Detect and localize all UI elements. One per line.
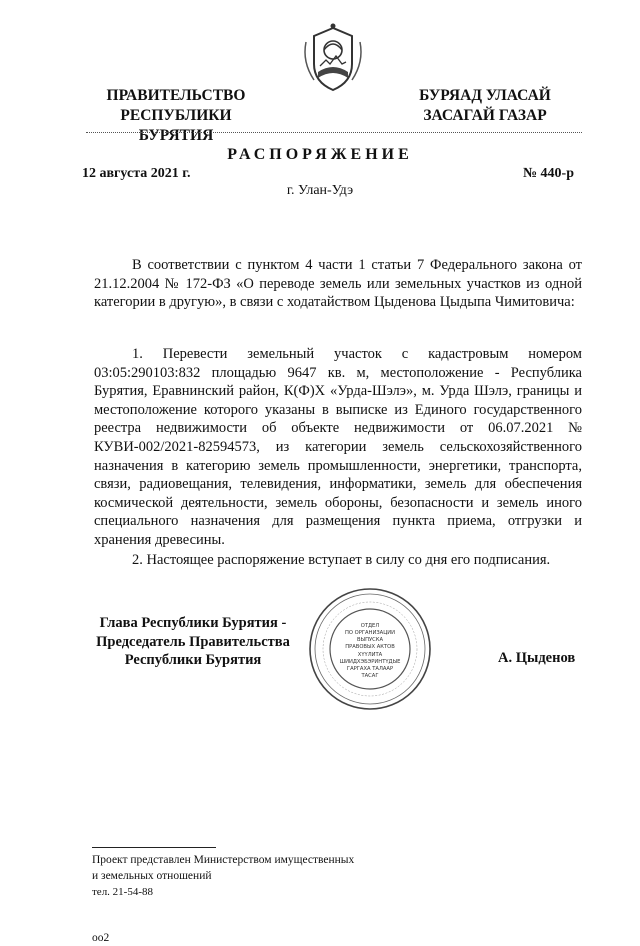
round-seal-icon [306, 586, 434, 712]
coat-of-arms-icon [300, 22, 366, 94]
document-title: РАСПОРЯЖЕНИЕ [227, 146, 413, 163]
paragraph-item-2: 2. Настоящее распоряжение вступает в силу со дня его подписания. [132, 552, 551, 568]
signatory-title-line2: Председатель Правительства [96, 633, 290, 650]
footer-line1: Проект представлен Министерством имущественных [92, 854, 355, 866]
svg-text:ГАРГАХА ТАЛААР: ГАРГАХА ТАЛААР [346, 666, 394, 672]
header-divider [86, 132, 582, 133]
header-right-line2: ЗАСАГАЙ ГАЗАР [423, 107, 547, 124]
footer-line2: и земельных отношений [92, 870, 212, 882]
svg-text:ВЫПУСКА: ВЫПУСКА [356, 637, 384, 643]
svg-text:ПО ОРГАНИЗАЦИИ: ПО ОРГАНИЗАЦИИ [344, 630, 396, 636]
footnote-divider [92, 847, 216, 848]
header-left [92, 86, 260, 146]
signatory-title-line1: Глава Республики Бурятия - [99, 615, 287, 631]
footer-phone: тел. 21-54-88 [92, 886, 154, 898]
document-number: № 440-р [522, 166, 574, 181]
svg-text:ШИИДХЭБЭРИНТҮДЫЕ: ШИИДХЭБЭРИНТҮДЫЕ [339, 659, 401, 665]
svg-text:ОТДЕЛ: ОТДЕЛ [360, 623, 380, 629]
signatory-name: А. Цыденов [498, 650, 576, 666]
document-date: 12 августа 2021 г. [82, 166, 191, 181]
paragraph-item-1: 1. Перевести земельный участок с кадастровым номером 03:05:290103:832 площадью 9647 кв. м, местоположение - Республика Бурятия, Еравнинский район, К(Ф)Х «Урда-Шэлэ», м. Урда Шэлэ, границы и местоположение которого указаны в выписке из Единого государственного реестра недвижимости об объекте недвижимости от 06.07.2021 № КУВИ-002/2021-82594573, из категории земель сельскохозяйственного назначения в категорию земель промышленности, энергетики, транспорта, связи, радиовещания, телевидения, информатики, земель для обеспечения космической деятельности, земель обороны, безопасности и земель иного специального назначения для размещения пункта приема, отгрузки и хранения древесины. [94, 346, 582, 548]
signatory-title [64, 614, 322, 670]
header-right [410, 86, 560, 126]
footer-code: оо2 [92, 932, 110, 944]
svg-text:ТАСАГ: ТАСАГ [361, 673, 379, 679]
svg-text:ПРАВОВЫХ АКТОВ: ПРАВОВЫХ АКТОВ [345, 644, 395, 650]
header-left-line2: РЕСПУБЛИКИ БУРЯТИЯ [120, 107, 232, 144]
paragraph-preamble: В соответствии с пунктом 4 части 1 статьи 7 Федерального закона от 21.12.2004 № 172-ФЗ «О переводе земель или земельных участков из одной категории в другую», в связи с ходатайством Цыденова Цыдыпа Чимитовича: [94, 257, 582, 311]
signatory-title-line3: Республики Бурятия [124, 652, 262, 669]
document-city: г. Улан-Удэ [286, 183, 354, 198]
header-left-line1: ПРАВИТЕЛЬСТВО [106, 87, 246, 104]
header-right-line1: БУРЯАД УЛАСАЙ [419, 87, 551, 104]
svg-text:ХҮҮЛИТА: ХҮҮЛИТА [357, 652, 383, 658]
